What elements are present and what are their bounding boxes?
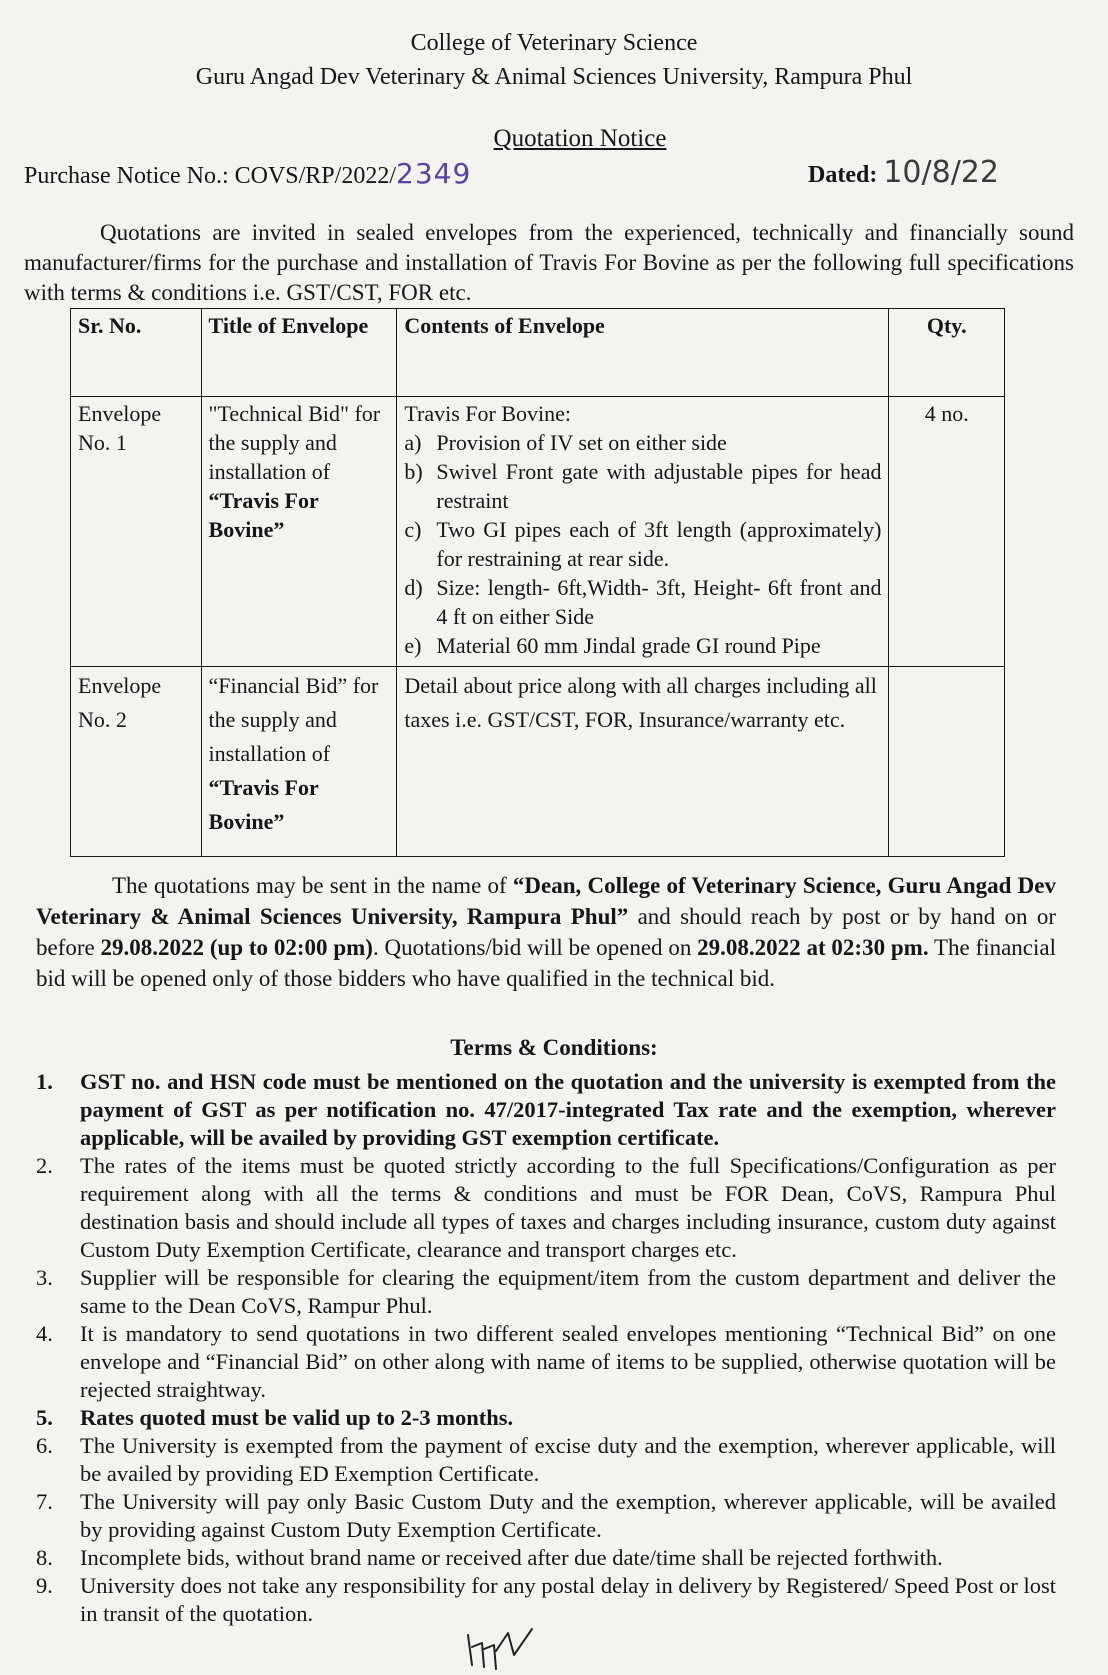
envelope-2-qty bbox=[889, 667, 1005, 857]
term-text: The University will pay only Basic Custom Duty and the exemption, wherever applicable, will be availed by providing against Custom Duty Exemption Certificate. bbox=[80, 1489, 1056, 1542]
envelope-2-title-bold: “Travis For Bovine” bbox=[208, 775, 319, 834]
header-sr-no: Sr. No. bbox=[71, 309, 202, 397]
header-qty: Qty. bbox=[889, 309, 1005, 397]
envelope-2-title bbox=[201, 667, 397, 857]
item-text: Two GI pipes each of 3ft length (approximately) for restraining at rear side. bbox=[436, 517, 882, 571]
submission-text-4: The financial bid will be opened only of those bidders who have qualified in the technical bid. bbox=[36, 935, 1056, 991]
envelope-2-contents: Detail about price along with all charges including all taxes i.e. GST/CST, FOR, Insurance/warranty etc. bbox=[397, 667, 889, 857]
purchase-notice-value: COVS/RP/2022/ bbox=[234, 163, 396, 189]
list-item bbox=[404, 631, 881, 660]
submission-text-1: The quotations may be sent in the name of bbox=[112, 873, 513, 898]
list-item bbox=[36, 1264, 1056, 1320]
term-number: 8. bbox=[36, 1545, 53, 1570]
submission-text-3: . Quotations/bid will be opened on bbox=[372, 935, 698, 960]
university-name: Guru Angad Dev Veterinary & Animal Sciences University, Rampura Phul bbox=[195, 64, 913, 90]
intro-paragraph bbox=[24, 218, 1074, 308]
list-item bbox=[36, 1432, 1056, 1488]
list-item bbox=[36, 1544, 1056, 1572]
handwritten-date: 10/8/22 bbox=[883, 155, 999, 190]
envelope-2-sr: Envelope No. 2 bbox=[71, 667, 202, 857]
terms-title: Terms & Conditions: bbox=[450, 1035, 658, 1060]
list-item bbox=[36, 1152, 1056, 1264]
item-text: Size: length- 6ft,Width- 3ft, Height- 6ft front and 4 ft on either Side bbox=[436, 575, 882, 629]
term-number: 6. bbox=[36, 1433, 53, 1458]
intro-text: Quotations are invited in sealed envelopes from the experienced, technically and financially sound manufacturer/firms for the purchase and installation of Travis For Bovine as per the following full specifications with terms & conditions i.e. GST/CST, FOR etc. bbox=[24, 220, 1074, 305]
terms-list bbox=[36, 1068, 1056, 1628]
list-item bbox=[36, 1572, 1056, 1628]
notice-date bbox=[808, 155, 999, 190]
item-text: Swivel Front gate with adjustable pipes for head restraint bbox=[436, 459, 882, 513]
college-name: College of Veterinary Science bbox=[410, 30, 698, 56]
item-letter: e) bbox=[404, 633, 422, 658]
item-letter: b) bbox=[404, 459, 423, 484]
list-item bbox=[404, 515, 881, 573]
purchase-notice-label: Purchase Notice No.: bbox=[24, 163, 229, 189]
term-number: 5. bbox=[36, 1405, 53, 1430]
term-text: University does not take any responsibility for any postal delay in delivery by Registered/ Speed Post or lost in transit of the quotation. bbox=[80, 1573, 1056, 1626]
term-text: The rates of the items must be quoted strictly according to the full Specifications/Configuration as per requirement along with all the terms & conditions and must be FOR Dean, CoVS, Rampura Phul destination basis and should include all types of taxes and charges including insurance, custom duty against Custom Duty Exemption Certificate, clearance and transport charges etc. bbox=[80, 1153, 1056, 1262]
envelope-1-contents bbox=[397, 397, 889, 667]
envelope-1-title-text: "Technical Bid" for the supply and installation of bbox=[208, 401, 381, 484]
submission-addressee: “Dean, College of Veterinary Science, Guru Angad Dev Veterinary & Animal Sciences University, Rampura Phul” bbox=[36, 873, 1056, 929]
specification-table bbox=[70, 308, 1005, 857]
term-number: 2. bbox=[36, 1153, 53, 1178]
envelope-1-qty: 4 no. bbox=[889, 397, 1005, 667]
list-item bbox=[36, 1404, 1056, 1432]
term-number: 3. bbox=[36, 1265, 53, 1290]
term-text: It is mandatory to send quotations in two different sealed envelopes mentioning “Technical Bid” on one envelope and “Financial Bid” on other along with name of items to be supplied, otherwise quotation will be rejected straightway. bbox=[80, 1321, 1056, 1402]
envelope-1-title bbox=[201, 397, 397, 667]
list-item bbox=[404, 573, 881, 631]
term-text: Incomplete bids, without brand name or received after due date/time shall be rejected forthwith. bbox=[80, 1545, 943, 1570]
envelope-1-sr: Envelope No. 1 bbox=[71, 397, 202, 667]
list-item bbox=[36, 1320, 1056, 1404]
envelope-2-title-text: “Financial Bid” for the supply and installation of bbox=[208, 673, 379, 766]
table-header-row bbox=[71, 309, 1005, 397]
term-number: 4. bbox=[36, 1321, 53, 1346]
dated-label: Dated: bbox=[808, 162, 878, 188]
list-item bbox=[36, 1068, 1056, 1152]
item-letter: a) bbox=[404, 430, 422, 455]
purchase-notice-number bbox=[24, 157, 471, 190]
handwritten-notice-suffix: 2349 bbox=[396, 157, 472, 190]
term-number: 9. bbox=[36, 1573, 53, 1598]
opening-date: 29.08.2022 at 02:30 pm. bbox=[697, 935, 929, 960]
term-text: GST no. and HSN code must be mentioned on the quotation and the university is exempted from the payment of GST as per notification no. 47/2017-integrated Tax rate and the exemption, wherever applicable, will be availed by providing GST exemption certificate. bbox=[80, 1069, 1056, 1150]
table-row bbox=[71, 667, 1005, 857]
term-text: Rates quoted must be valid up to 2-3 months. bbox=[80, 1405, 514, 1430]
contents-heading: Travis For Bovine: bbox=[404, 401, 572, 426]
submission-text-2: and should reach by post or by hand on or before bbox=[36, 904, 1057, 960]
term-number: 1. bbox=[36, 1069, 53, 1094]
item-letter: d) bbox=[404, 575, 423, 600]
submission-deadline: 29.08.2022 (up to 02:00 pm) bbox=[100, 935, 373, 960]
term-number: 7. bbox=[36, 1489, 53, 1514]
item-text: Provision of IV set on either side bbox=[436, 430, 727, 455]
header-contents: Contents of Envelope bbox=[397, 309, 889, 397]
item-text: Material 60 mm Jindal grade GI round Pipe bbox=[436, 633, 821, 658]
submission-paragraph bbox=[36, 870, 1056, 994]
list-item bbox=[404, 457, 881, 515]
list-item bbox=[36, 1488, 1056, 1544]
signature-mark bbox=[462, 1625, 542, 1673]
envelope-1-title-bold: “Travis For Bovine” bbox=[208, 488, 319, 542]
spec-list bbox=[404, 428, 881, 660]
item-letter: c) bbox=[404, 517, 422, 542]
header-title: Title of Envelope bbox=[201, 309, 397, 397]
notice-title: Quotation Notice bbox=[493, 125, 667, 152]
table-row bbox=[71, 397, 1005, 667]
term-text: Supplier will be responsible for clearing the equipment/item from the custom department and deliver the same to the Dean CoVS, Rampur Phul. bbox=[80, 1265, 1056, 1318]
list-item bbox=[404, 428, 881, 457]
term-text: The University is exempted from the payment of excise duty and the exemption, wherever applicable, will be availed by providing ED Exemption Certificate. bbox=[80, 1433, 1056, 1486]
